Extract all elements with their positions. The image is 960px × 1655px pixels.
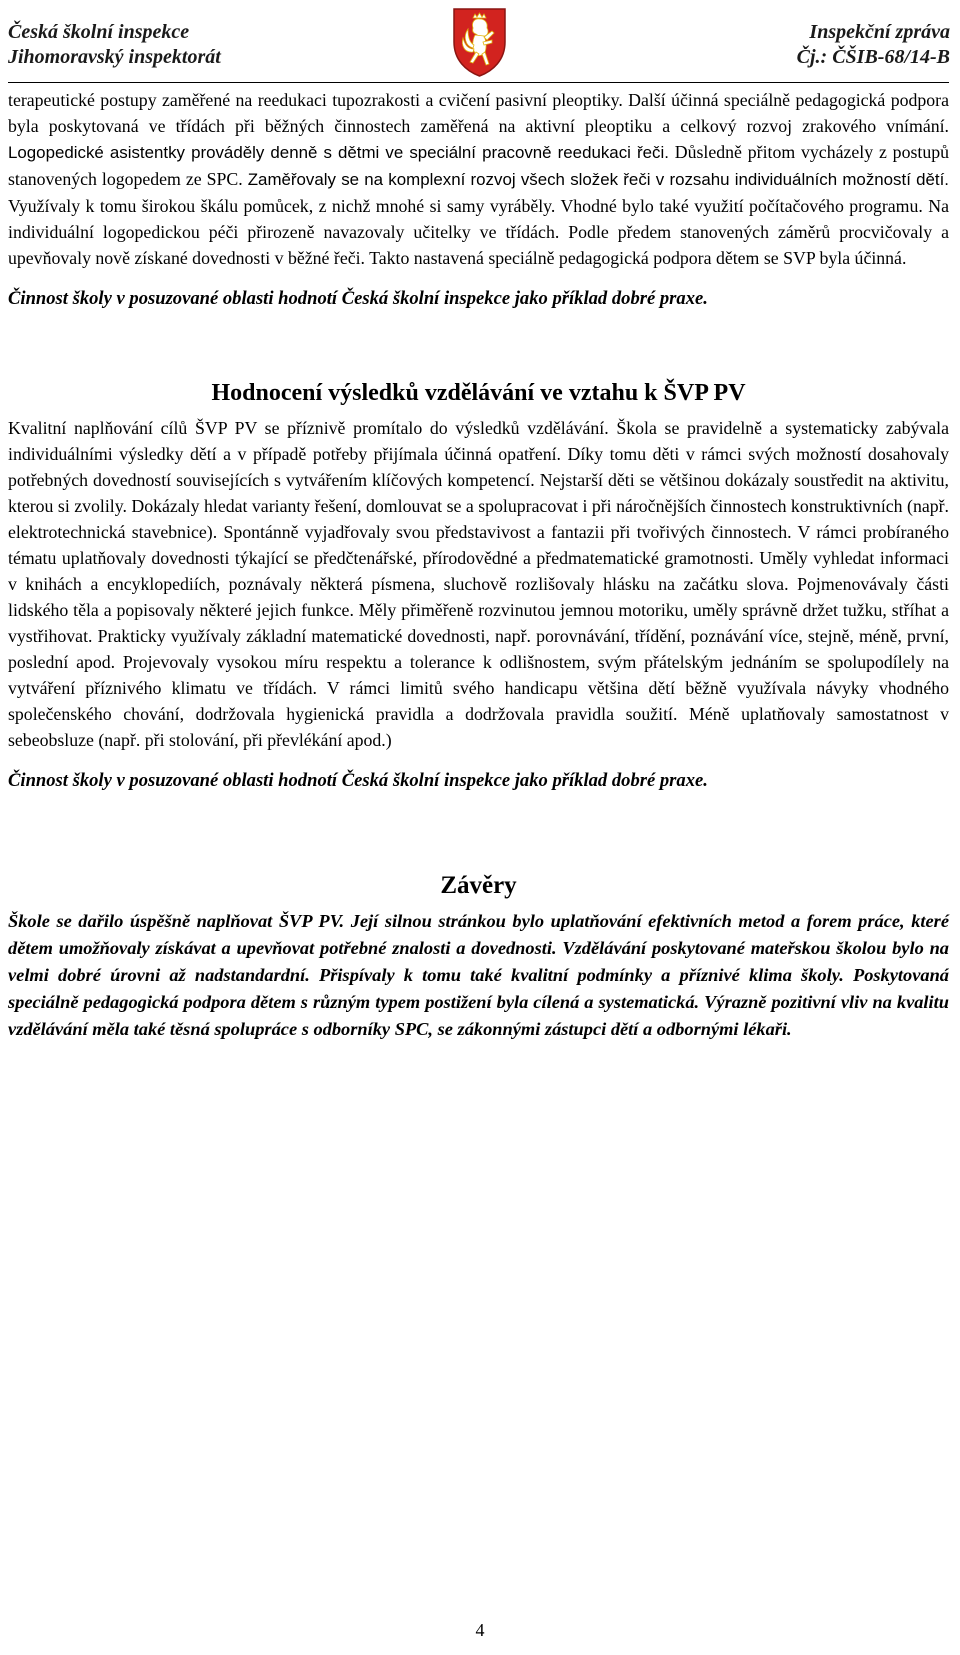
evaluation-statement: Činnost školy v posuzované oblasti hodnotí Česká školní inspekce jako příklad dobré praxe. bbox=[8, 288, 708, 309]
report-body bbox=[8, 87, 949, 1043]
page-header bbox=[0, 6, 960, 82]
sentence-3: Důsledně přitom vycházely z postupů stanovených logopedem ze SPC. bbox=[8, 142, 949, 189]
sentence-1: terapeutické postupy zaměřené na reedukaci tupozrakosti a cvičení pasivní pleoptiky. Další účinná speciálně pedagogická podpora byla poskytovaná ve třídách při běžných činnostech zaměřená na aktivní pleoptiku a celkový rozvoj zrakového vnímání. bbox=[8, 90, 949, 136]
conclusions-paragraph: Škole se dařilo úspěšně naplňovat ŠVP PV. Její silnou stránkou bylo uplatňování efektivních metod a forem práce, které dětem umožňovaly získávat a upevňovat potřebné znalosti a dovednosti. Vzdělávání poskytované mateřskou školou bylo na velmi dobré úrovni až nadstandardní. Přispívaly k tomu také kvalitní podmínky a příznivé klima školy. Poskytovaná speciálně pedagogická podpora dětem s různým typem postižení byla cílená a systematická. Výrazně pozitivní vliv na kvalitu vzdělávání měla také těsná spolupráce s odborníky SPC, se zákonnými zástupci dětí a odbornými lékaři. bbox=[8, 911, 949, 1039]
czech-coat-of-arms-icon bbox=[451, 6, 508, 78]
org-unit: Jihomoravský inspektorát bbox=[8, 46, 221, 68]
continued-paragraph bbox=[8, 87, 949, 271]
results-evaluation-statement: Činnost školy v posuzované oblasti hodnotí Česká školní inspekce jako příklad dobré praxe. bbox=[8, 770, 708, 791]
header-left bbox=[8, 20, 221, 70]
org-name: Česká školní inspekce bbox=[8, 21, 190, 43]
section-heading-results: Hodnocení výsledků vzdělávání ve vztahu k ŠVP PV bbox=[211, 380, 746, 406]
header-divider bbox=[8, 82, 949, 83]
page-number: 4 bbox=[475, 1620, 485, 1640]
section-heading-conclusions: Závěry bbox=[440, 872, 517, 899]
document-type: Inspekční zpráva bbox=[809, 21, 950, 43]
document-reference: Čj.: ČŠIB-68/14-B bbox=[796, 46, 950, 68]
header-right bbox=[797, 20, 950, 70]
sentence-5: Využívaly k tomu širokou škálu pomůcek, z nichž mnohé si samy vyráběly. Vhodné bylo také využití počítačového programu. Na individuální logopedickou péči přirozeně navazovaly učitelky ve třídách. Podle předem stanovených záměrů procvičovaly a upevňovaly nově získané dovednosti v běžné řeči. Takto nastavená speciálně pedagogická podpora dětem se SVP byla účinná. bbox=[8, 196, 949, 268]
sentence-4: Zaměřovaly se na komplexní rozvoj všech složek řeči v rozsahu individuálních možností dětí. bbox=[247, 170, 949, 189]
results-paragraph: Kvalitní naplňování cílů ŠVP PV se příznivě promítalo do výsledků vzdělávání. Škola se pravidelně a systematicky zabývala individuálními výsledky dětí a v případě potřeby přijímala účinná opatření. Díky tomu děti v rámci svých možností dosahovaly potřebných dovedností souvisejících s vytvářením klíčových kompetencí. Nejstarší děti se většinou dokázaly soustředit na aktivitu, kterou si zvolily. Dokázaly hledat varianty řešení, domlouvat se a spolupracovat i při náročnějších činnostech konstruktivních (např. elektrotechnická stavebnice). Spontánně vyjadřovaly svou představivost a fantazii při tvořivých činnostech. V rámci probíraného tématu uplatňovaly dovednosti týkající se předčtenářské, přírodovědné a předmatematické gramotnosti. Uměly vyhledat informaci v knihách a encyklopediích, poznávaly některá písmena, sluchově rozlišovaly hlásku na začátku slova. Pojmenovávaly části lidského těla a popisovaly některé jejich funkce. Měly přiměřeně rozvinutou jemnou motoriku, uměly správně držet tužku, stříhat a vystřihovat. Prakticky využívaly základní matematické dovednosti, např. porovnávání, třídění, poznávání více, stejně, méně, první, poslední apod. Projevovaly vysokou míru respektu a tolerance k odlišnostem, svým přátelským jednáním se spolupodílely na vytváření příznivého klimatu ve třídách. V rámci limitů svého handicapu většina dětí běžně využívala návyky vhodného společenského chování, dodržovala hygienická pravidla a dodržovala pravidla soužití. Méně uplatňovaly samostatnost v sebeobsluze (např. při stolování, při převlékání apod.) bbox=[8, 418, 949, 750]
sentence-2: Logopedické asistentky prováděly denně s dětmi ve speciální pracovně reedukaci řeči. bbox=[8, 143, 669, 162]
